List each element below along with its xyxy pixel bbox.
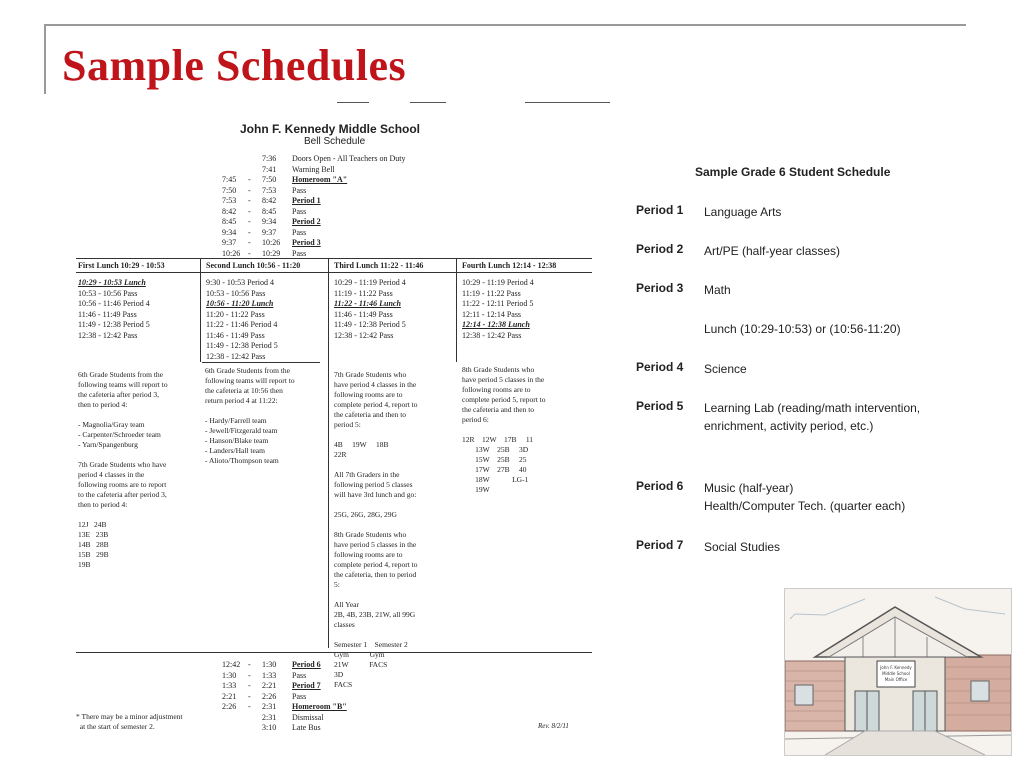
afternoon-row-end: 2:31 [262,712,277,722]
morning-row-start: 8:42 [222,206,237,216]
lunch-row: 11:19 - 11:22 Pass [462,288,521,298]
morning-row-start: 9:34 [222,227,237,237]
student-schedule-title: Sample Grade 6 Student Schedule [695,165,891,179]
morning-row-end: 7:50 [262,175,277,184]
revision-date: Rev. 8/2/11 [538,722,569,730]
lunch-row: 12:38 - 12:42 Pass [206,351,266,361]
morning-row-event: Pass [292,227,307,237]
afternoon-row-end: 2:21 [262,681,277,690]
period-label: Period 7 [636,538,684,552]
slide-frame-left [44,24,46,94]
lunch-row: 11:19 - 11:22 Pass [334,288,393,298]
morning-row-start: 8:45 [222,217,237,226]
morning-row-dash: - [248,217,251,226]
period-description: Math [704,283,731,297]
lunch-row: 10:29 - 10:53 Lunch [78,278,146,287]
morning-row-start: 7:50 [222,185,237,195]
morning-row-end: 8:45 [262,206,277,216]
lunch-row: 11:20 - 11:22 Pass [206,309,265,319]
table-rule [76,652,592,653]
afternoon-row-start: 2:26 [222,702,237,711]
lunch-row: 11:49 - 12:38 Period 5 [206,341,278,350]
morning-row-end: 9:34 [262,217,277,226]
lunch-row: 11:49 - 12:38 Period 5 [78,320,150,329]
footnote: * There may be a minor adjustment at the start of semester 2. [76,712,183,731]
lunch-row: 12:11 - 12:14 Pass [462,309,522,319]
period-description: Science [704,362,747,376]
lunch-row: 10:53 - 10:56 Pass [206,288,266,298]
morning-schedule [222,154,522,264]
lunch-header: Third Lunch 11:22 - 11:46 [334,261,424,270]
lunch-row: 12:38 - 12:42 Pass [78,330,138,340]
morning-row-event: Pass [292,206,307,216]
morning-row-dash: - [248,248,251,258]
period-description: Music (half-year) Health/Computer Tech. (quarter each) [704,481,906,513]
morning-row-dash: - [248,196,251,205]
morning-row-event: Warning Bell [292,164,335,174]
period-description: Lunch (10:29-10:53) or (10:56-11:20) [704,322,901,336]
svg-text:John F. Kennedy: John F. Kennedy [880,665,912,670]
morning-row-event: Period 1 [292,196,321,205]
lunch-row: 10:56 - 11:46 Period 4 [78,299,150,308]
morning-row-dash: - [248,227,251,237]
bell-schedule-scan [72,100,620,762]
lunch-row: 10:56 - 11:20 Lunch [206,299,274,308]
morning-row-start: 7:53 [222,196,237,205]
period-label: Period 2 [636,242,684,256]
lunch-row: 12:38 - 12:42 Pass [462,330,522,340]
slide-frame-top [44,24,966,26]
period-description: Social Studies [704,540,781,554]
afternoon-row-event: Pass [292,691,307,701]
morning-row-start: 9:37 [222,238,237,247]
morning-row-end: 7:53 [262,185,277,195]
afternoon-row-start: 2:21 [222,691,237,701]
lunch-row: 10:29 - 11:19 Period 4 [462,278,534,287]
morning-row-event: Pass [292,248,307,258]
morning-row-end: 7:41 [262,164,277,174]
afternoon-schedule [222,660,522,740]
lunch-header: First Lunch 10:29 - 10:53 [78,261,165,270]
afternoon-row-dash: - [248,702,251,711]
lunch-row: 9:30 - 10:53 Period 4 [206,278,274,287]
table-divider [200,258,201,362]
morning-row-end: 10:29 [262,248,281,258]
afternoon-row-end: 1:33 [262,670,277,680]
afternoon-row-start: 12:42 [222,660,241,669]
table-rule [202,362,320,363]
afternoon-row-dash: - [248,670,251,680]
table-divider [456,258,457,362]
afternoon-row-end: 2:31 [262,702,277,711]
table-rule [76,258,592,259]
svg-text:Middle School: Middle School [882,671,910,676]
note-third-lunch: 7th Grade Students who have period 4 classes in the following rooms are to complete period 4, report to the cafeteria and then to period 5: 4B 19W 18B 22R All 7th Graders in the following period 5 classes will have 3rd lunch and go: 25G, 26G, 28G, 29G 8th Grade Students who have period 5 classes in the following rooms are to complete period 4, report to the cafeteria, then to period 5: All Year 2B, 4B, 23B, 21W, all 99G classes Semester 1 Semester 2 Gym Gym 21W FACS 3D FACS [334,370,418,689]
lunch-row: 11:22 - 11:46 Lunch [334,299,401,308]
bell-schedule-subtitle: Bell Schedule [304,136,366,147]
afternoon-row-end: 2:26 [262,691,277,701]
lunch-row: 11:49 - 12:38 Period 5 [334,320,406,329]
afternoon-row-dash: - [248,691,251,701]
lunch-row: 12:38 - 12:42 Pass [334,330,394,340]
note-fourth-lunch: 8th Grade Students who have period 5 classes in the following rooms are to complete period 5, report to the cafeteria and then to period 6: 12R 12W 17B 11 13W 25B 3D 15W 25B 25 17W 27B 40 18W LG-1 19W [462,365,546,494]
afternoon-row-end: 3:10 [262,723,277,732]
lunch-row: 12:14 - 12:38 Lunch [462,320,530,329]
school-building-photo [784,588,1012,756]
afternoon-row-dash: - [248,660,251,669]
lunch-row: 10:53 - 10:56 Pass [78,288,138,298]
lunch-row: 11:46 - 11:49 Pass [78,309,137,319]
note-first-lunch: 6th Grade Students from the following teams will report to the cafeteria after period 3, then to period 4: - Magnolia/Gray team - Carpenter/Schroeder team - Yarn/Spangenburg 7th Grade Students who have period 4 classes in the following rooms are to report to the cafeteria after period 3, then to period 4: 12J 24B 13E 23B 14B 28B 15B 29B 19B [78,370,168,569]
table-divider [328,258,329,648]
school-name: John F. Kennedy Middle School [240,122,421,136]
afternoon-row-dash: - [248,681,251,690]
note-second-lunch: 6th Grade Students from the following teams will report to the cafeteria at 10:56 then return period 4 at 11:22: - Hardy/Farrell team - Jewell/Fitzgerald team - Hanson/Blake team - Landers/Hall team - Alioto/Thompson team [205,366,295,465]
morning-row-event: Period 2 [292,217,321,226]
morning-row-start: 7:45 [222,175,237,184]
afternoon-row-event: Pass [292,670,307,680]
afternoon-row-start: 1:33 [222,681,237,690]
period-label: Period 6 [636,479,684,493]
morning-row-event: Period 3 [292,238,321,247]
morning-row-start: 10:26 [222,248,241,258]
morning-row-event: Doors Open - All Teachers on Duty [292,154,406,163]
morning-row-dash: - [248,175,251,184]
afternoon-row-event: Homeroom "B" [292,702,347,711]
period-description: Language Arts [704,205,782,219]
period-label: Period 5 [636,399,684,413]
afternoon-row-event: Late Bus [292,723,321,732]
lunch-row: 11:46 - 11:49 Pass [206,330,265,340]
morning-row-dash: - [248,206,251,216]
lunch-row: 11:22 - 12:11 Period 5 [462,299,534,308]
lunch-row: 11:22 - 11:46 Period 4 [206,320,278,329]
slide-title: Sample Schedules [62,41,407,90]
afternoon-row-event: Dismissal [292,712,324,722]
lunch-row: 10:29 - 11:19 Period 4 [334,278,406,287]
period-description: Art/PE (half-year classes) [704,244,841,258]
morning-row-event: Homeroom "A" [292,175,348,184]
morning-row-end: 10:26 [262,238,281,247]
afternoon-row-event: Period 6 [292,660,321,669]
lunch-row: 11:46 - 11:49 Pass [334,309,393,319]
lunch-header: Fourth Lunch 12:14 - 12:38 [462,261,557,270]
table-rule [76,272,592,273]
period-label: Period 4 [636,360,684,374]
period-label: Period 1 [636,203,684,217]
period-label: Period 3 [636,281,684,295]
period-description: Learning Lab (reading/math intervention, enrichment, activity period, etc.) [704,401,921,433]
lunch-header: Second Lunch 10:56 - 11:20 [206,261,301,270]
morning-row-end: 9:37 [262,227,277,237]
building-sketch-icon [785,589,1011,755]
morning-row-end: 7:36 [262,154,277,163]
svg-text:Main Office: Main Office [884,677,908,682]
morning-row-end: 8:42 [262,196,277,205]
afternoon-row-start: 1:30 [222,670,237,680]
morning-row-event: Pass [292,185,307,195]
morning-row-dash: - [248,238,251,247]
morning-row-dash: - [248,185,251,195]
afternoon-row-end: 1:30 [262,660,277,669]
afternoon-row-event: Period 7 [292,681,321,690]
